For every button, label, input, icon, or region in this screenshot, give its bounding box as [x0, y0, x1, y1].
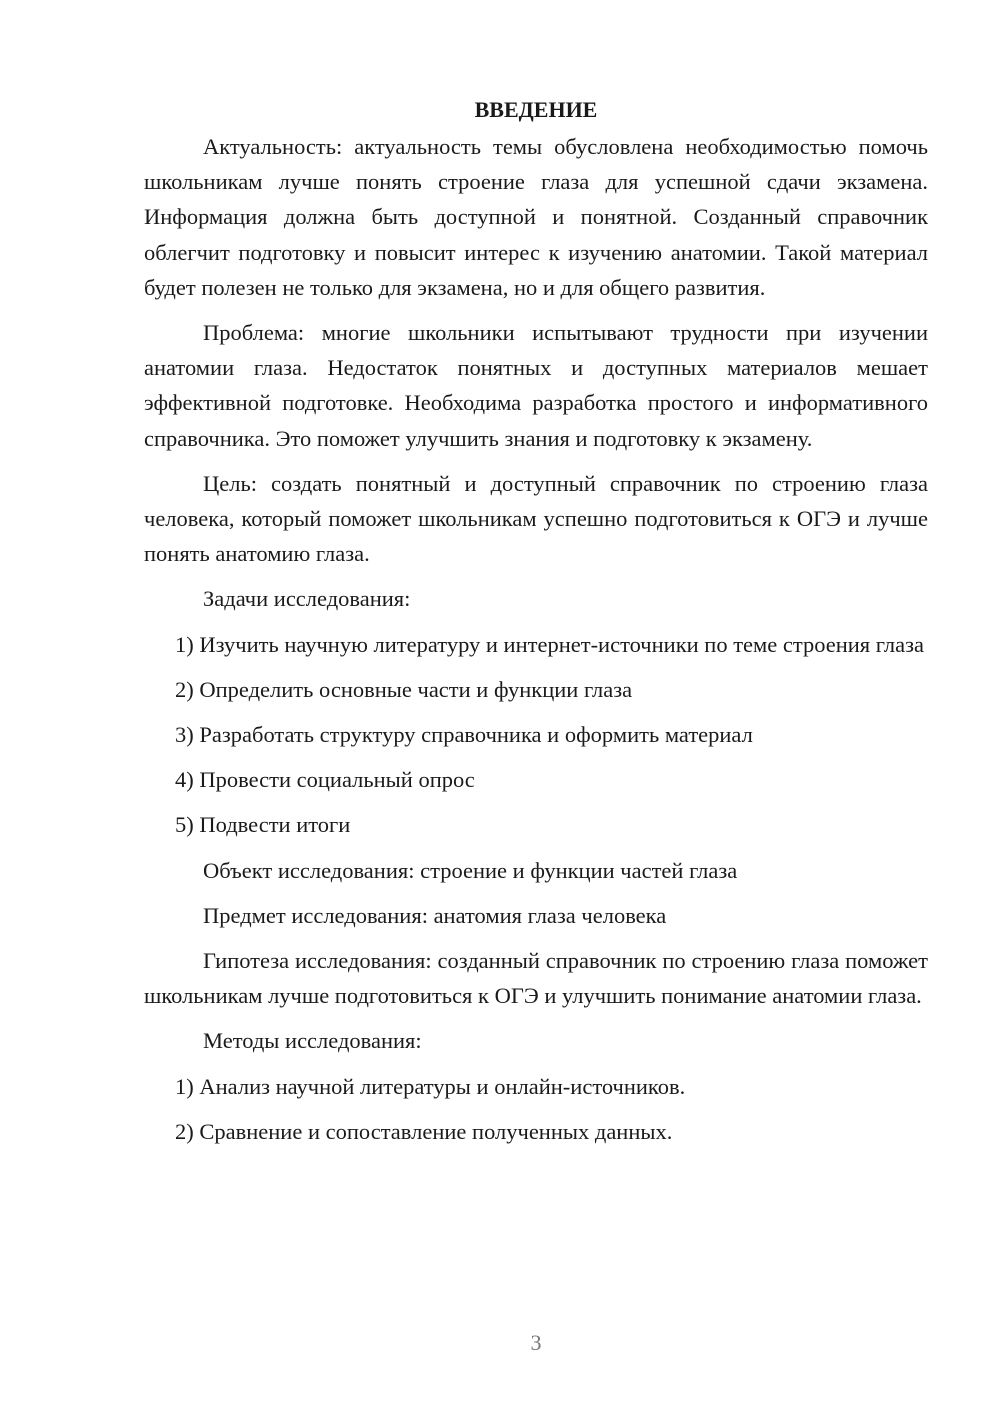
task-item-4: 4) Провести социальный опрос [175, 767, 475, 793]
relevance-paragraph: Актуальность: актуальность темы обусловлена необходимостью помочь школьникам лучше понять строение глаза для успешной сдачи экзамена. Информация должна быть доступной и понятной. Созданный справочник облегчит подготовку и повысит интерес к изучению анатомии. Такой материал будет полезен не только для экзамена, но и для общего развития. [144, 134, 928, 300]
tasks-heading: Задачи исследования: [203, 586, 411, 612]
task-item-3: 3) Разработать структуру справочника и оформить материал [175, 722, 753, 748]
task-item-2: 2) Определить основные части и функции глаза [175, 676, 633, 702]
hypothesis-paragraph: Гипотеза исследования: созданный справочник по строению глаза поможет школьникам лучше подготовиться к ОГЭ и улучшить понимание анатомии глаза. [144, 948, 928, 1009]
document-page [144, 92, 928, 1159]
task-item-1: 1) Изучить научную литературу и интернет-источники по теме строения глаза [175, 631, 924, 657]
task-item-5: 5) Подвести итоги [175, 812, 351, 838]
research-subject: Предмет исследования: анатомия глаза человека [203, 902, 667, 928]
method-item-2: 2) Сравнение и сопоставление полученных данных. [175, 1118, 673, 1144]
problem-paragraph: Проблема: многие школьники испытывают трудности при изучении анатомии глаза. Недостаток понятных и доступных материалов мешает эффективной подготовке. Необходима разработка простого и информативного справочника. Это поможет улучшить знания и подготовку к экзамену. [144, 320, 928, 451]
goal-paragraph: Цель: создать понятный и доступный справочник по строению глаза человека, который поможет школьникам успешно подготовиться к ОГЭ и лучше понять анатомию глаза. [144, 470, 928, 567]
methods-heading: Методы исследования: [203, 1028, 422, 1054]
method-item-1: 1) Анализ научной литературы и онлайн-источников. [175, 1073, 686, 1099]
section-title: ВВЕДЕНИЕ [474, 97, 598, 122]
research-object: Объект исследования: строение и функции частей глаза [203, 857, 738, 883]
page-number: 3 [530, 1330, 542, 1355]
